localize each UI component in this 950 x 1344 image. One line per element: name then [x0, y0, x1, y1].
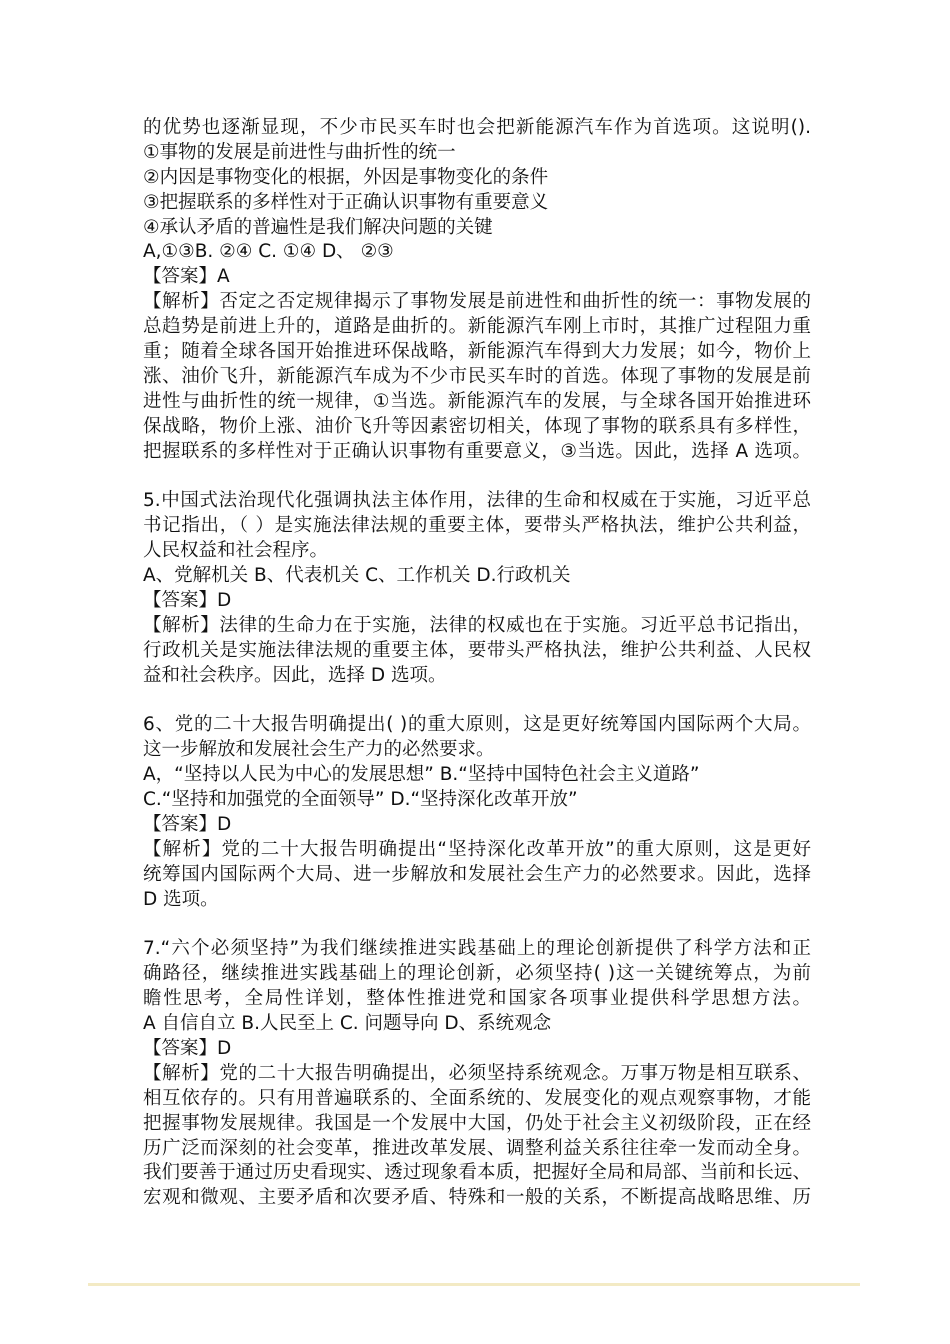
- text-line: A，“坚持以人民为中心的发展思想” B.“坚持中国特色社会主义道路”: [143, 764, 700, 786]
- text-line: 历广泛而深刻的社会变革，推进改革发展、调整利益关系往往牵一发而动全身。: [143, 1137, 811, 1159]
- text-line: 进性与曲折性的统一规律，①当选。新能源汽车的发展，与全球各国开始推进环: [143, 390, 811, 412]
- text-line: ①事物的发展是前进性与曲折性的统一: [143, 141, 456, 163]
- block-spacer: [143, 913, 811, 938]
- question-block-q4-continued: [143, 116, 811, 464]
- text-line: 的优势也逐渐显现，不少市民买车时也会把新能源汽车作为首选项。这说明().: [143, 117, 811, 138]
- block-spacer: [143, 688, 811, 713]
- text-line: 【解析】党的二十大报告明确提出“坚持深化改革开放”的重大原则，这是更好: [143, 838, 811, 860]
- text-line: ④承认矛盾的普遍性是我们解决问题的关键: [143, 216, 493, 238]
- text-line: 我们要善于通过历史看现实、透过现象看本质，把握好全局和局部、当前和长远、: [143, 1162, 811, 1184]
- text-line: 把握事物发展规律。我国是一个发展中大国，仍处于社会主义初级阶段，正在经: [143, 1112, 811, 1134]
- text-line: 相互依存的。只有用普遍联系的、全面系统的、发展变化的观点观察事物，才能: [143, 1087, 811, 1109]
- block-spacer: [143, 464, 811, 489]
- question-block-q7: [143, 937, 811, 1211]
- text-line: 【解析】党的二十大报告明确提出，必须坚持系统观念。万事万物是相互联系、: [143, 1062, 811, 1084]
- text-line: 【答案】A: [143, 266, 230, 288]
- text-line: 瞻性思考，全局性详划，整体性推进党和国家各项事业提供科学思想方法。: [143, 988, 811, 1010]
- text-line: 统筹国内国际两个大局、进一步解放和发展社会生产力的必然要求。因此，选择: [143, 863, 811, 885]
- text-line: 【答案】D: [143, 1037, 232, 1059]
- text-line: 重；随着全球各国开始推进环保战略，新能源汽车得到大力发展；如今，物价上: [143, 341, 811, 363]
- text-line: 【解析】法律的生命力在于实施，法律的权威也在于实施。习近平总书记指出，: [143, 614, 811, 636]
- text-line: 宏观和微观、主要矛盾和次要矛盾、特殊和一般的关系，不断提高战略思维、历: [143, 1187, 811, 1209]
- question-block-q5: [143, 489, 811, 688]
- text-line: 【解析】否定之否定规律揭示了事物发展是前进性和曲折性的统一：事物发展的: [143, 291, 811, 313]
- text-line: 书记指出，（ ）是实施法律法规的重要主体，要带头严格执法，维护公共利益，: [143, 515, 811, 537]
- text-line: 把握联系的多样性对于正确认识事物有重要意义，③当选。因此，选择 A 选项。: [143, 440, 811, 462]
- question-block-q6: [143, 713, 811, 912]
- text-line: 益和社会秩序。因此，选择 D 选项。: [143, 664, 447, 686]
- text-line: 涨、油价飞升，新能源汽车成为不少市民买车时的首选。体现了事物的发展是前: [143, 365, 811, 387]
- text-line: 保战略，物价上涨、油价飞升等因素密切相关，体现了事物的联系具有多样性，: [143, 415, 811, 437]
- text-line: ②内因是事物变化的根据，外因是事物变化的条件: [143, 166, 549, 188]
- text-line: C.“坚持和加强党的全面领导” D.“坚持深化改革开放”: [143, 789, 578, 811]
- text-line: 这一步解放和发展社会生产力的必然要求。: [143, 739, 495, 761]
- text-line: 行政机关是实施法律法规的重要主体，要带头严格执法，维护公共利益、人民权: [143, 639, 811, 661]
- text-line: A、党解机关 B、代表机关 C、工作机关 D.行政机关: [143, 565, 571, 587]
- text-line: A 自信自立 B.人民至上 C. 问题导向 D、系统观念: [143, 1013, 552, 1035]
- text-line: 【答案】D: [143, 589, 232, 611]
- text-line: 6、党的二十大报告明确提出( )的重大原则，这是更好统筹国内国际两个大局。: [143, 714, 811, 736]
- text-line: D 选项。: [143, 888, 219, 910]
- text-line: 【答案】D: [143, 813, 232, 835]
- text-line: A,①③B. ②④ C. ①④ D、 ②③: [143, 241, 394, 263]
- text-line: ③把握联系的多样性对于正确认识事物有重要意义: [143, 191, 549, 213]
- text-line: 人民权益和社会程序。: [143, 540, 329, 562]
- text-line: 总趋势是前进上升的，道路是曲折的。新能源汽车刚上市时，其推广过程阻力重: [143, 316, 811, 338]
- text-line: 确路径，继续推进实践基础上的理论创新，必须坚持( )这一关键统筹点，为前: [143, 963, 811, 985]
- text-line: 5.中国式法治现代化强调执法主体作用，法律的生命和权威在于实施，习近平总: [143, 490, 811, 512]
- footer-divider: [88, 1283, 860, 1286]
- text-line: 7.“六个必须坚持”为我们继续推进实践基础上的理论创新提供了科学方法和正: [143, 938, 811, 960]
- document-body: [143, 116, 811, 1211]
